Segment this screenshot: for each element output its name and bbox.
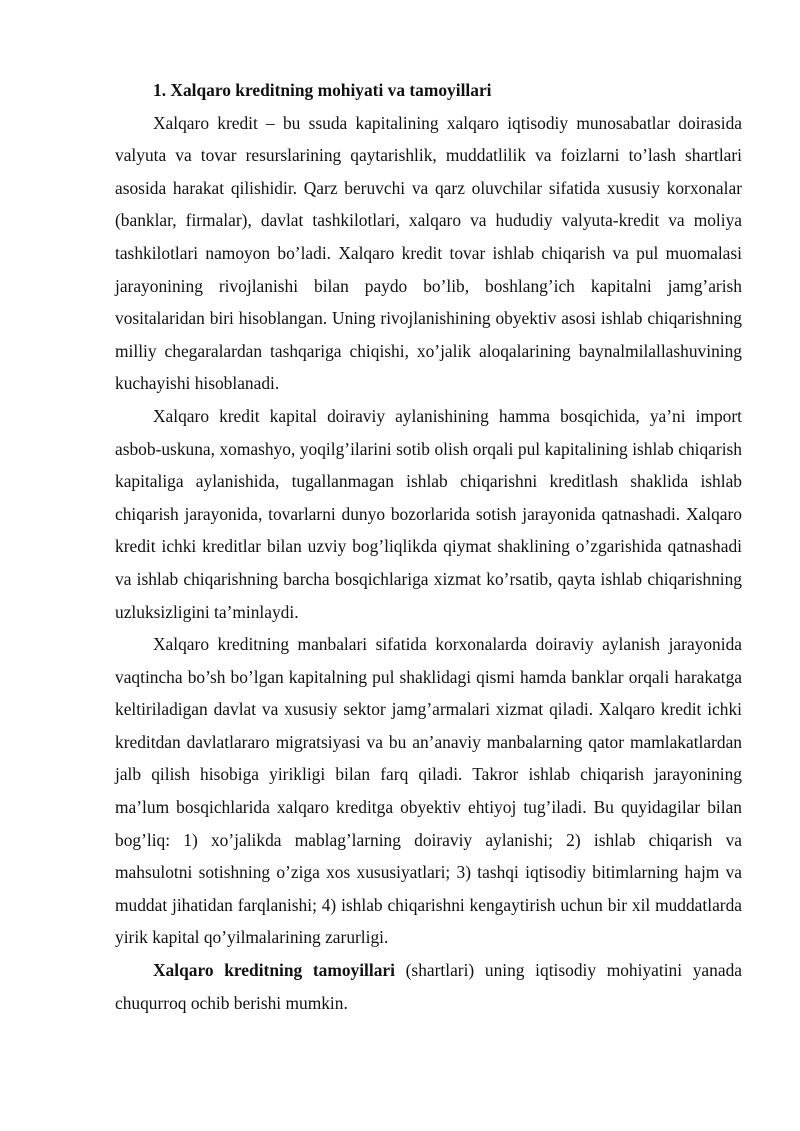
paragraph-sources: Xalqaro kreditning manbalari sifatida korxonalarda doiraviy aylanish jarayonida vaqtincha bo’sh bo’lgan kapitalning pul shaklidagi qismi hamda banklar orqali harakatga keltiriladigan davlat va xususiy sektor jamg’armalari xizmat qiladi. Xalqaro kredit ichki kreditdan davlatlararo migratsiyasi va bu an’anaviy manbalarning qator mamlakatlardan jalb qilish hisobiga yirikligi bilan farq qiladi. Takror ishlab chiqarish jarayonining ma’lum bosqichlarida xalqaro kreditga obyektiv ehtiyoj tug’iladi. Bu quyidagilar bilan bog’liq: 1) xo’jalikda mablag’larning doiraviy aylanishi; 2) ishlab chiqarish va mahsulotni sotishning o’ziga xos xususiyatlari; 3) tashqi iqtisodiy bitimlarning hajm va muddat jihatidan farqlanishi; 4) ishlab chiqarishni kengaytirish uchun bir xil muddatlarda yirik kapital qo’yilmalarining zarurligi. [115,634,742,948]
principles-text: (shartlari) uning iqtisodiy mohiyatini yanada chuqurroq ochib berishi mumkin. [115,960,742,1013]
section-heading: 1. Xalqaro kreditning mohiyati va tamoyillari [153,80,492,100]
principles-term: Xalqaro kreditning tamoyillari [153,960,395,981]
paragraph-circulation: Xalqaro kredit kapital doiraviy aylanishining hamma bosqichida, ya’ni import asbob-uskuna, xomashyo, yoqilg’ilarini sotib olish orqali pul kapitalining ishlab chiqarish kapitaliga aylanishida, tugallanmagan ishlab chiqarishni kreditlash shaklida ishlab chiqarish jarayonida, tovarlarni dunyo bozorlarida sotish jarayonida qatnashadi. Xalqaro kredit ichki kreditlar bilan uzviy bog’liqlikda qiymat shaklining o’zgarishida qatnashadi va ishlab chiqarishning barcha bosqichlariga xizmat ko’rsatib, qayta ishlab chiqarishning uzluksizligini ta’minlaydi. [115,405,742,622]
paragraph-definition: Xalqaro kredit – bu ssuda kapitalining xalqaro iqtisodiy munosabatlar doirasida valyuta va tovar resurslarining qaytarishlik, muddatlilik va foizlarni to’lash shartlari asosida harakat qilishidir. Qarz beruvchi va qarz oluvchilar sifatida xususiy korxonalar (banklar, firmalar), davlat tashkilotlari, xalqaro va hududiy valyuta-kredit va moliya tashkilotlari namoyon bo’ladi. Xalqaro kredit tovar ishlab chiqarish va pul muomalasi jarayonining rivojlanishi bilan paydo bo’lib, boshlang’ich kapitalni jamg’arish vositalaridan biri hisoblangan. Uning rivojlanishining obyektiv asosi ishlab chiqarishning milliy chegaralardan tashqariga chiqishi, xo’jalik aloqalarining baynalmilallashuvining kuchayishi hisoblanadi. [115,112,742,394]
document-page [115,74,742,1019]
paragraph-principles [115,954,742,1019]
